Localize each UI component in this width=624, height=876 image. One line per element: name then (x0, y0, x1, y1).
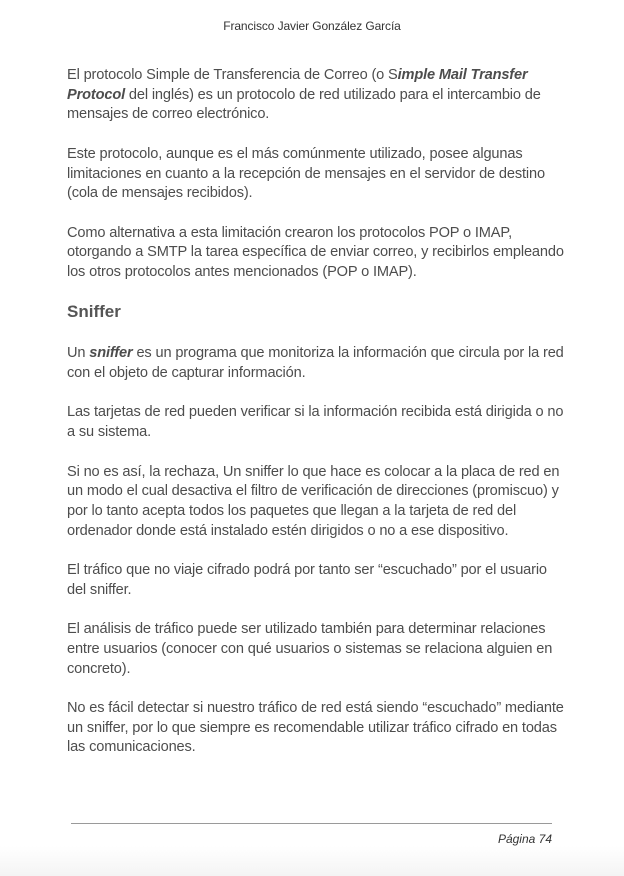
paragraph-pop-imap-alternative: Como alternativa a esta limitación crearon los protocolos POP o IMAP, otorgando a SMTP la tarea específica de enviar correo, y recibirlos empleando los otros protocolos antes mencionados (POP o IMAP). (67, 224, 564, 280)
text-run: Un (67, 345, 90, 362)
paragraph-unencrypted-traffic: El tráfico que no viaje cifrado podrá por tanto ser “escuchado” por el usuario del sniffer. (67, 562, 547, 598)
text-run: es un programa que monitoriza la información que circula por la red con el objeto de capturar información. (67, 345, 564, 382)
text-run: El protocolo Simple de Transferencia de Correo (o S (67, 67, 398, 83)
paragraph-sniffer-definition (67, 344, 567, 383)
page-content (67, 66, 567, 778)
paragraph-smtp-limitations: Este protocolo, aunque es el más comúnmente utilizado, posee algunas limitaciones en cuanto a la recepción de mensajes en el servidor de destino (cola de mensajes recibidos). (67, 145, 545, 202)
paragraph-promiscuous-mode: Si no es así, la rechaza, Un sniffer lo que hace es colocar a la placa de red en un modo el cual desactiva el filtro de verificación de direcciones (promiscuo) y por lo tanto acepta todos los paquetes que llegan a la tarjeta de red del ordenador donde está instalado estén dirigidos o no a ese dispositivo. (67, 463, 560, 539)
section-heading-sniffer: Sniffer (67, 302, 121, 322)
emphasis-sniffer: sniffer (89, 345, 133, 362)
text-run: del inglés) es un protocolo de red utilizado para el intercambio de mensajes de correo electrónico. (67, 86, 541, 123)
paragraph-network-cards: Las tarjetas de red pueden verificar si la información recibida está dirigida o no a su sistema. (67, 404, 564, 441)
page-number: Página 74 (497, 832, 552, 846)
running-header-author: Francisco Javier González García (223, 19, 401, 33)
footer-divider (71, 823, 552, 824)
emphasis-smtp-english: imple Mail Transfer Protocol (67, 67, 528, 103)
paragraph-detection-advice: No es fácil detectar si nuestro tráfico de red está siendo “escuchado” mediante un sniffer, por lo que siempre es recomendable utilizar tráfico cifrado en todas las comunicaciones. (67, 699, 564, 756)
paragraph-smtp-intro (67, 66, 567, 125)
paragraph-traffic-analysis: El análisis de tráfico puede ser utilizado también para determinar relaciones entre usuarios (conocer con qué usuarios o sistemas se relaciona alguien en concreto). (67, 621, 553, 677)
